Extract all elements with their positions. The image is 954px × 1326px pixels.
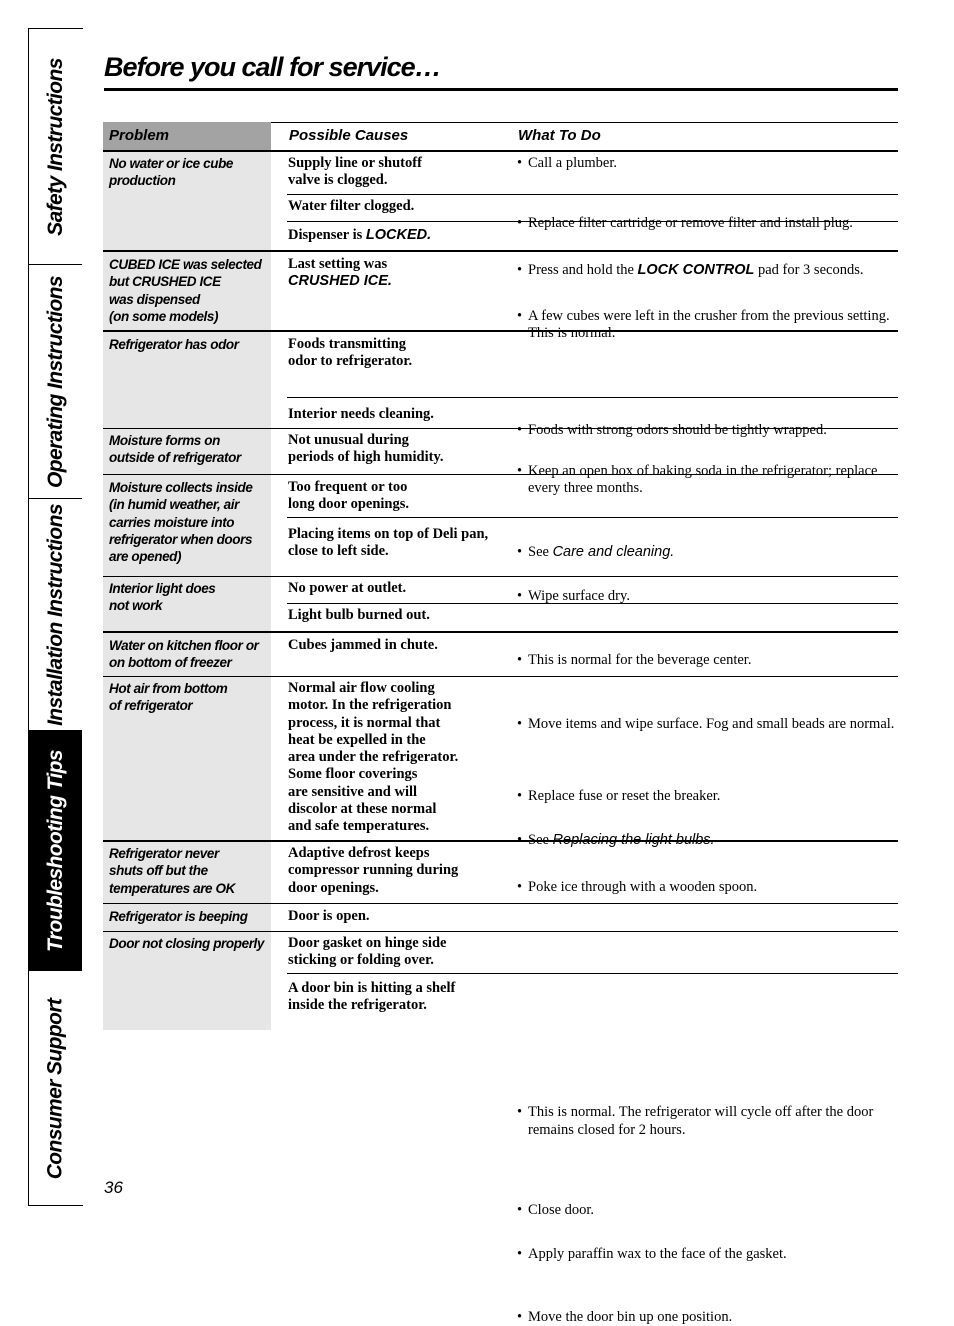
cause-door-openings: Too frequent or too long door openings. xyxy=(288,479,410,513)
todo-beverage-center: • This is normal for the beverage center. xyxy=(517,652,900,669)
todo-see-light-bulbs: • See Replacing the light bulbs. xyxy=(517,832,900,849)
problem-cubed-crushed: CUBED ICE was selected but CRUSHED ICE was dispensed (on some models) xyxy=(109,257,262,324)
table-top-rule xyxy=(271,122,898,123)
cause-filter-clogged: Water filter clogged. xyxy=(288,198,415,214)
todo-cubes-left: • A few cubes were left in the crusher from the previous setting. This is normal. xyxy=(517,308,900,343)
tab-operating-instructions[interactable]: Operating Instructions xyxy=(29,265,82,499)
side-tab-strip xyxy=(28,28,83,1206)
cause-door-gasket: Door gasket on hinge side sticking or folding over. xyxy=(288,935,447,969)
cause-interior-cleaning: Interior needs cleaning. xyxy=(288,406,434,422)
problem-hot-air: Hot air from bottom of refrigerator xyxy=(109,681,228,714)
header-possible-causes: Possible Causes xyxy=(289,127,409,144)
header-rule xyxy=(103,150,898,152)
todo-close-door: • Close door. xyxy=(517,1202,900,1219)
tab-troubleshooting-tips[interactable]: Troubleshooting Tips xyxy=(29,731,82,971)
cause-bulb-burned: Light bulb burned out. xyxy=(288,607,430,623)
tab-consumer-support[interactable]: Consumer Support xyxy=(43,998,67,1179)
cause-normal-airflow: Normal air flow cooling motor. In the refrigeration process, it is normal that heat be expelled in the area under the refrigerator. Some floor coverings are sensitive and will discolor at these normal and safe temperatures. xyxy=(288,680,459,835)
todo-move-items: • Move items and wipe surface. Fog and small beads are normal. xyxy=(517,716,900,733)
row-divider xyxy=(287,973,898,974)
cause-foods-odor: Foods transmitting odor to refrigerator. xyxy=(288,336,413,370)
title-rule xyxy=(104,88,898,91)
problem-water-on-floor: Water on kitchen floor or on bottom of freezer xyxy=(109,638,259,671)
cause-supply-line: Supply line or shutoff valve is clogged. xyxy=(288,155,422,189)
todo-baking-soda: • Keep an open box of baking soda in the refrigerator; replace every three months. xyxy=(517,463,900,498)
header-problem: Problem xyxy=(109,127,170,144)
page-number: 36 xyxy=(104,1178,123,1197)
cause-cubes-jammed: Cubes jammed in chute. xyxy=(288,637,438,653)
cause-dispenser-locked: Dispenser is LOCKED. xyxy=(288,227,432,243)
cause-door-open: Door is open. xyxy=(288,908,370,924)
tab-installation-instructions[interactable]: Installation Instructions xyxy=(29,499,82,731)
todo-cycle-off: • This is normal. The refrigerator will cycle off after the door remains closed for 2 hours. xyxy=(517,1104,900,1139)
todo-see-care: • See Care and cleaning. xyxy=(517,544,900,561)
problem-no-water-ice: No water or ice cube production xyxy=(109,156,234,189)
problem-never-shuts-off: Refrigerator never shuts off but the temperatures are OK xyxy=(109,846,235,896)
problem-moisture-outside: Moisture forms on outside of refrigerator xyxy=(109,433,241,466)
todo-replace-filter: • Replace filter cartridge or remove filter and install plug. xyxy=(517,215,900,232)
todo-replace-fuse: • Replace fuse or reset the breaker. xyxy=(517,788,900,805)
problem-interior-light: Interior light does not work xyxy=(109,581,216,614)
section-divider xyxy=(103,903,898,904)
cause-last-setting: Last setting was CRUSHED ICE. xyxy=(288,256,392,290)
todo-lock-control: • Press and hold the LOCK CONTROL pad for 3 seconds. xyxy=(517,262,900,279)
section-divider xyxy=(103,631,898,633)
header-what-to-do: What To Do xyxy=(518,127,601,144)
tab-safety-instructions[interactable]: Safety Instructions xyxy=(29,29,82,265)
section-divider xyxy=(103,676,898,677)
todo-poke-ice: • Poke ice through with a wooden spoon. xyxy=(517,879,900,896)
todo-wrap-foods: • Foods with strong odors should be tightly wrapped. xyxy=(517,422,900,439)
cause-deli-pan: Placing items on top of Deli pan, close to left side. xyxy=(288,526,489,560)
todo-wipe-surface: • Wipe surface dry. xyxy=(517,588,900,605)
problem-moisture-inside: Moisture collects inside (in humid weather, air carries moisture into refrigerator when doors are opened) xyxy=(109,480,253,565)
problem-door-not-closing: Door not closing properly xyxy=(109,936,265,951)
row-divider xyxy=(287,397,898,398)
section-divider xyxy=(103,931,898,932)
row-divider xyxy=(287,194,898,195)
cause-high-humidity: Not unusual during periods of high humidity. xyxy=(288,432,444,466)
todo-move-bin: • Move the door bin up one position. xyxy=(517,1309,900,1326)
section-divider xyxy=(103,576,898,577)
page-title: Before you call for service… xyxy=(104,52,441,82)
problem-beeping: Refrigerator is beeping xyxy=(109,909,248,924)
problem-odor: Refrigerator has odor xyxy=(109,337,239,352)
cause-no-power: No power at outlet. xyxy=(288,580,407,596)
todo-paraffin-wax: • Apply paraffin wax to the face of the gasket. xyxy=(517,1246,900,1263)
cause-adaptive-defrost: Adaptive defrost keeps compressor running during door openings. xyxy=(288,845,459,896)
section-divider xyxy=(103,250,898,252)
todo-call-plumber: • Call a plumber. xyxy=(517,155,900,172)
row-divider xyxy=(287,517,898,518)
cause-door-bin: A door bin is hitting a shelf inside the refrigerator. xyxy=(288,980,456,1014)
